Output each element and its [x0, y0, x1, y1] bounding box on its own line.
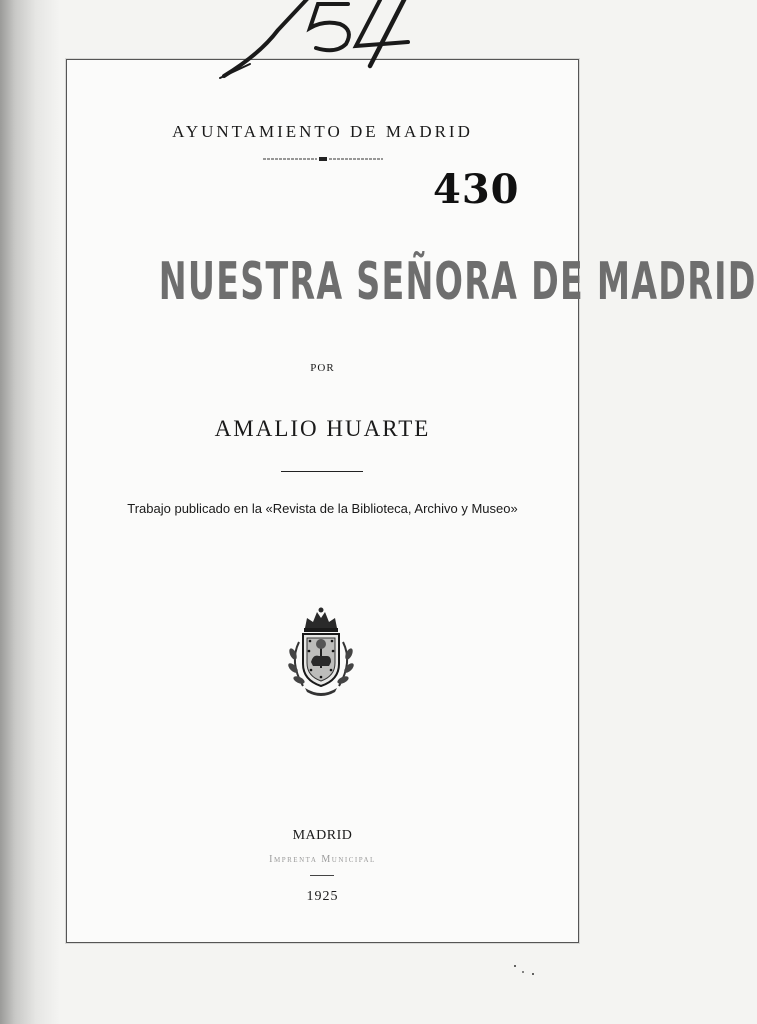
issuing-authority: AYUNTAMIENTO DE MADRID: [172, 122, 473, 141]
paper-specks: [513, 964, 543, 978]
handwritten-number: [220, 0, 420, 84]
imprint-place: MADRID: [292, 828, 353, 843]
author-divider: [281, 471, 363, 472]
madrid-coat-of-arms-icon: [283, 606, 359, 698]
year-divider: [310, 875, 334, 876]
page-edge-shadow: [0, 0, 60, 1024]
publication-note: Trabajo publicado en la «Revista de la Biblioteca, Archivo y Museo»: [127, 501, 518, 516]
publication-year: 1925: [306, 889, 339, 904]
author-name: AMALIO HUARTE: [214, 416, 431, 441]
book-title: NUESTRA SEÑORA DE MADRID: [158, 252, 757, 312]
rule-ornament-icon: [263, 156, 383, 162]
imprint-printer: Imprenta Municipal: [269, 854, 376, 865]
catalog-stamp-number: 430: [433, 166, 520, 213]
title-page: [66, 59, 757, 943]
byline-por: POR: [310, 362, 335, 374]
